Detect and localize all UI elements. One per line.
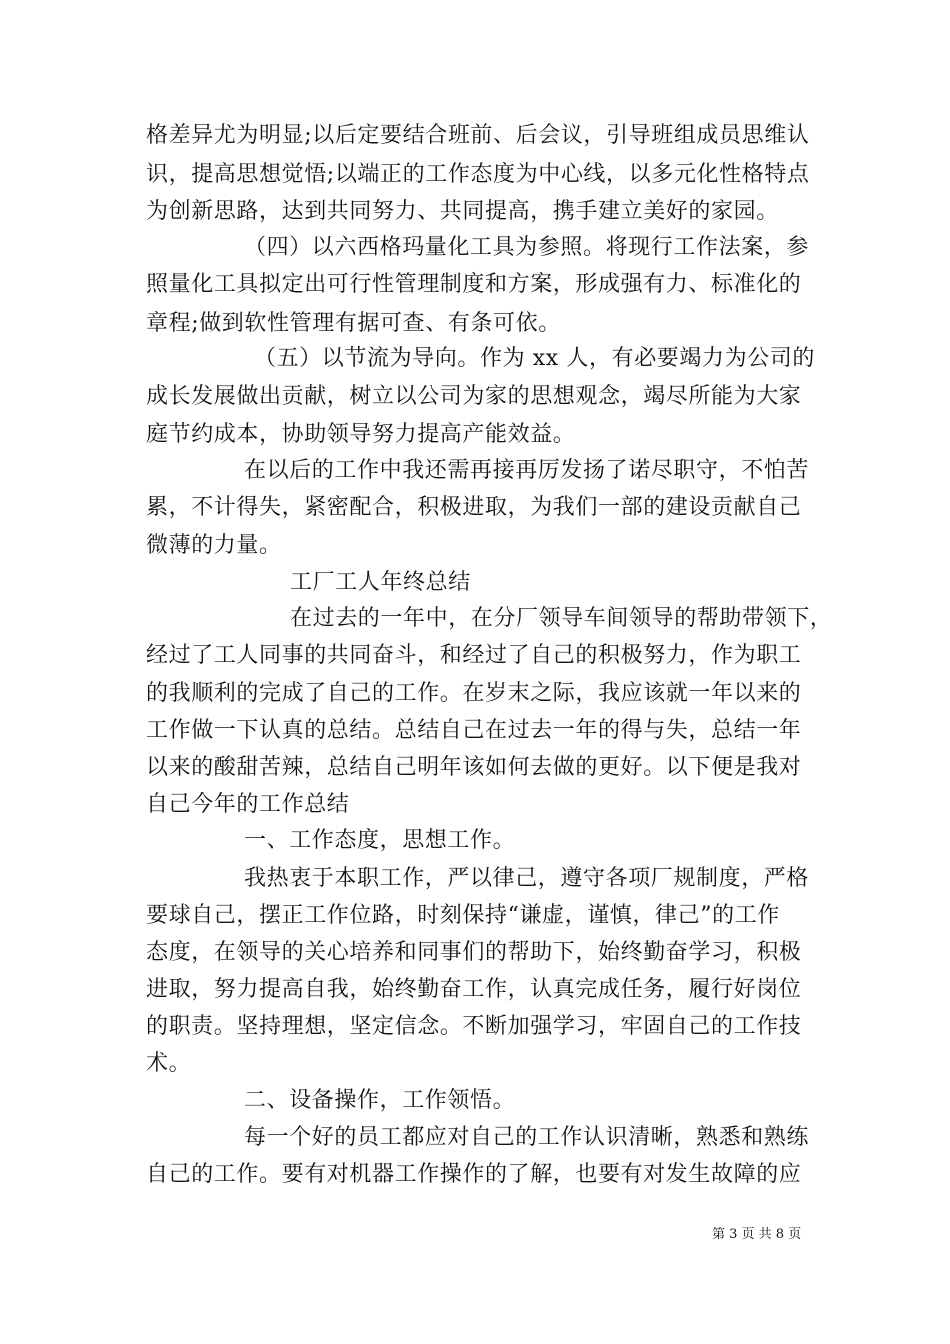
body-line: 进取，努力提高自我，始终勤奋工作，认真完成任务，履行好岗位 [146, 977, 802, 1002]
body-line: 经过了工人同事的共同奋斗，和经过了自己的积极努力，作为职工 [146, 643, 802, 668]
body-line: 在过去的一年中，在分厂领导车间领导的帮助带领下， [290, 606, 833, 631]
body-line: 庭节约成本，协助领导努力提高产能效益。 [146, 422, 576, 447]
body-line: 为创新思路，达到共同努力、共同提高，携手建立美好的家园。 [146, 199, 779, 224]
body-line: （五）以节流为导向。作为 xx 人，有必要竭力为公司的 [254, 346, 816, 371]
body-line: 成长发展做出贡献，树立以公司为家的思想观念，竭尽所能为大家 [146, 384, 802, 409]
body-line: 态度，在领导的关心培养和同事们的帮助下，始终勤奋学习，积极 [146, 940, 802, 965]
section-title: 工厂工人年终总结 [290, 570, 471, 595]
section-heading: 一、工作态度，思想工作。 [244, 828, 516, 853]
body-line: 照量化工具拟定出可行性管理制度和方案，形成强有力、标准化的 [146, 272, 802, 297]
body-line: 格差异尤为明显;以后定要结合班前、后会议，引导班组成员思维认 [146, 123, 810, 148]
body-line: 的我顺利的完成了自己的工作。在岁末之际，我应该就一年以来的 [146, 681, 802, 706]
body-line: 章程;做到软性管理有据可查、有条可依。 [146, 311, 561, 336]
body-line: 识，提高思想觉悟;以端正的工作态度为中心线，以多元化性格特点 [146, 162, 810, 187]
page-number: 第 3 页 共 8 页 [712, 1227, 802, 1242]
body-line: 工作做一下认真的总结。总结自己在过去一年的得与失，总结一年 [146, 718, 802, 743]
body-line: 每一个好的员工都应对自己的工作认识清晰，熟悉和熟练 [244, 1125, 810, 1150]
section-heading: 二、设备操作，工作领悟。 [244, 1088, 516, 1113]
body-line: 微薄的力量。 [146, 533, 282, 558]
body-line: （四）以六西格玛量化工具为参照。将现行工作法案，参 [244, 235, 810, 260]
body-line: 要球自己，摆正工作位路，时刻保持“谦虚，谨慎，律己”的工作 [146, 903, 780, 928]
body-line: 累，不计得失，紧密配合，积极进取，为我们一部的建设贡献自己 [146, 495, 802, 520]
body-line: 的职责。坚持理想，坚定信念。不断加强学习，牢固自己的工作技 [146, 1014, 802, 1039]
body-line: 自己今年的工作总结 [146, 792, 350, 817]
body-line: 术。 [146, 1051, 192, 1076]
body-line: 我热衷于本职工作，严以律己，遵守各项厂规制度，严格 [244, 866, 810, 891]
body-line: 自己的工作。要有对机器工作操作的了解，也要有对发生故障的应 [146, 1162, 802, 1187]
body-line: 在以后的工作中我还需再接再厉发扬了诺尽职守，不怕苦 [244, 458, 810, 483]
body-line: 以来的酸甜苦辣，总结自己明年该如何去做的更好。以下便是我对 [146, 755, 802, 780]
